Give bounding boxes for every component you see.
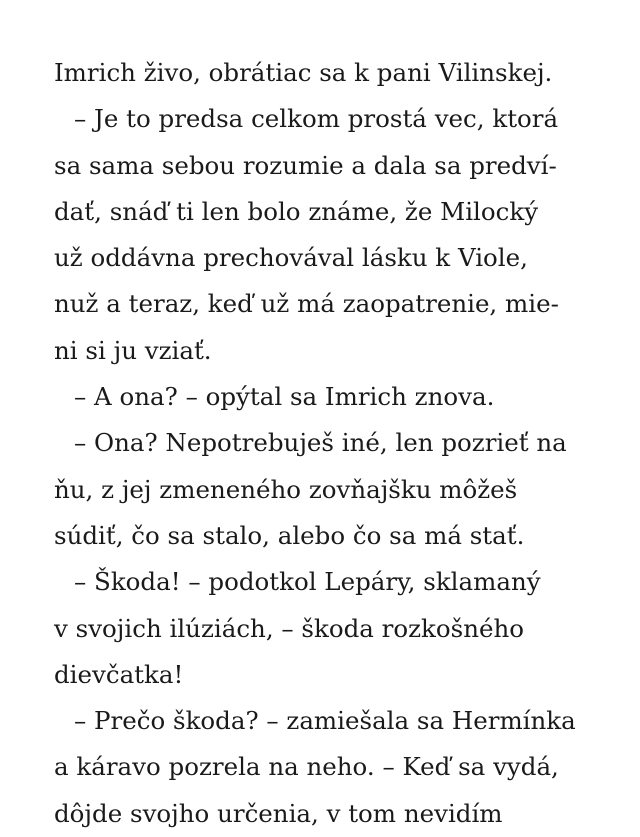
text-line: – Je to predsa celkom prostá vec, ktorá bbox=[74, 104, 559, 134]
body-text bbox=[54, 50, 594, 837]
text-line: v svojich ilúziách, – škoda rozkošného bbox=[54, 613, 525, 643]
text-line: Imrich živo, obrátiac sa k pani Vilinskej. bbox=[54, 58, 553, 87]
text-line: nuž a teraz, keď už má zaopatrenie, mie- bbox=[54, 289, 559, 319]
text-line: sa sama sebou rozumie a dala sa predví- bbox=[54, 150, 557, 180]
text-line: ni si ju vziať. bbox=[54, 335, 212, 365]
text-line: – Ona? Nepotrebuješ iné, len pozrieť na bbox=[74, 428, 567, 458]
text-line: súdiť, čo sa stalo, alebo čo sa má stať. bbox=[54, 520, 525, 550]
text-line: a káravo pozrela na neho. – Keď sa vydá, bbox=[54, 752, 559, 782]
text-line: – Prečo škoda? – zamiešala sa Hermínka bbox=[74, 706, 576, 736]
text-line: dať, snáď ti len bolo známe, že Milocký bbox=[54, 196, 539, 226]
text-line: dôjde svojho určenia, v tom nevidím bbox=[54, 798, 503, 828]
text-line: – Škoda! – podotkol Lepáry, sklamaný bbox=[74, 567, 541, 597]
text-line: už oddávna prechovával lásku k Viole, bbox=[54, 243, 528, 273]
text-line: dievčatka! bbox=[54, 659, 184, 689]
text-line: ňu, z jej zmeneného zovňajšku môžeš bbox=[54, 474, 518, 504]
text-line: – A ona? – opýtal sa Imrich znova. bbox=[74, 382, 495, 412]
